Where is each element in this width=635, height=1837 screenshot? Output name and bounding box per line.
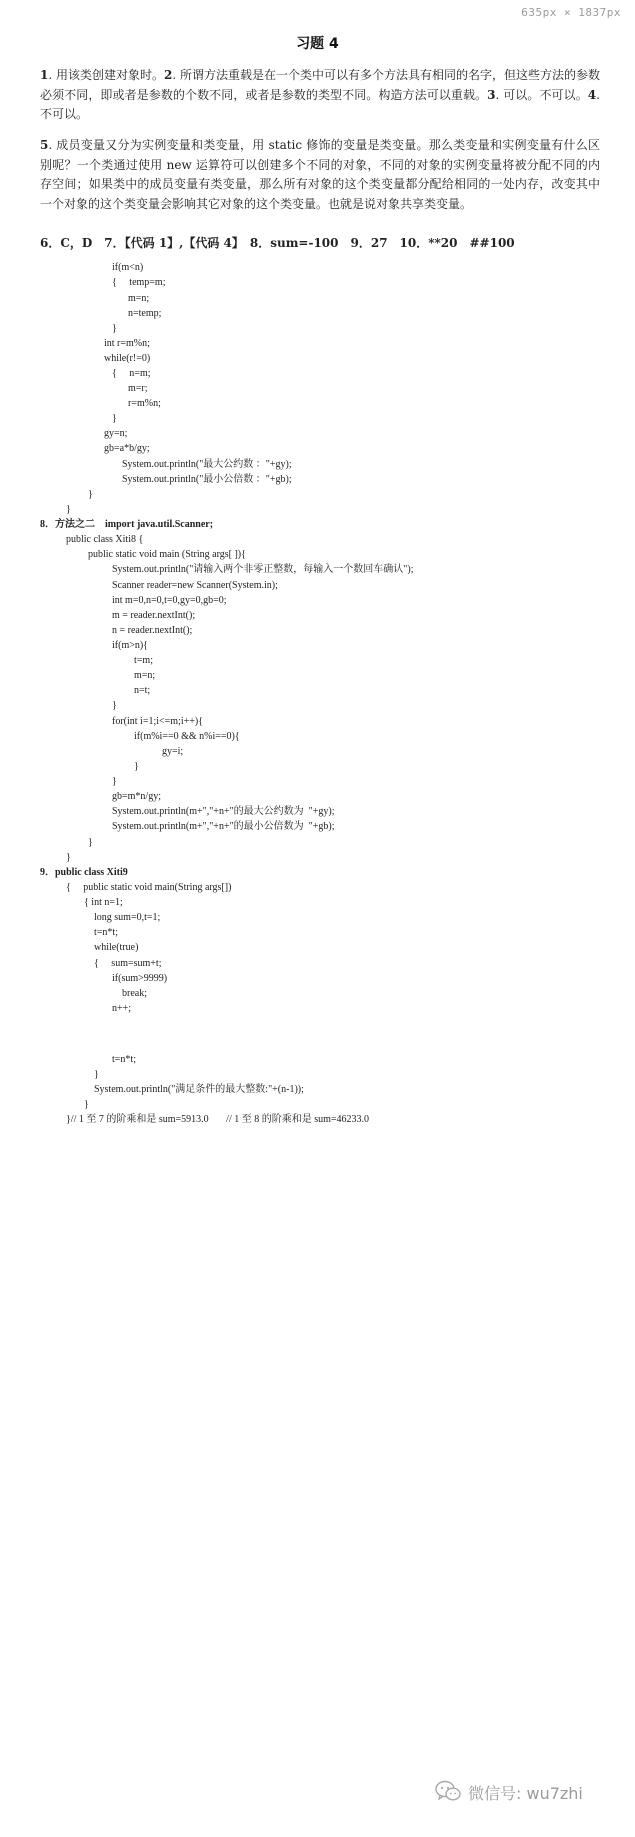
page-title: 习题 4 [296,36,339,52]
answer-number: 3 [487,87,496,102]
code-line: m=r; [128,383,148,394]
code-line: public static void main (String args[ ]){ [88,549,246,560]
code-line: 9．public class Xiti9 [40,867,128,878]
code-line: int r=m%n; [104,338,150,349]
code-line: } [84,1099,89,1110]
code-line: m=n; [134,670,156,681]
answer-4-text: . 不可以。 [40,87,600,121]
code-line: System.out.println(m+","+n+"的最小公倍数为 "+gb); [112,821,335,832]
wechat-watermark [0,1766,635,1837]
code-line: } [134,761,139,772]
code-line: } [94,1069,99,1080]
code-line: } [112,776,117,787]
code-line: if(m%i==0 && n%i==0){ [134,731,240,742]
code-line: } [112,413,117,424]
code-line: n = reader.nextInt(); [112,625,193,636]
code-line: while(true) [94,942,139,953]
code-line: m = reader.nextInt(); [112,610,196,621]
answer-1-text: . 用该类创建对象时。 [48,68,164,82]
code-line: { int n=1; [84,897,123,908]
code-line: Scanner reader=new Scanner(System.in); [112,580,278,591]
code-line: n=temp; [128,308,162,319]
code-line: public class Xiti8 { [66,534,144,545]
answer-number: 4 [587,87,597,102]
image-size-label: 635px × 1837px [521,6,621,19]
code-line: } [112,323,117,334]
answer-2-text: . 所谓方法重载是在一个类中可以有多个方法具有相同的名字，但这些方法的参数必须不同，即或者是参数的个数不同，或者是参数的类型不同。构造方法可以重载。 [40,68,600,102]
code-line: t=n*t; [112,1054,136,1065]
code-line: gy=n; [104,428,128,439]
code-line: t=n*t; [94,927,118,938]
answer-number: 2 [164,68,173,82]
code-line: { temp=m; [112,277,166,288]
answer-5 [40,136,600,214]
code-line: System.out.println("最小公倍数 ："+gb); [122,474,292,485]
code-line: } [66,852,71,863]
code-line: { public static void main(String args[]) [66,882,232,893]
answer-number: 5 [40,138,49,152]
code-line: System.out.println("最大公约数 ："+gy); [122,459,292,470]
code-line: m=n; [128,293,150,304]
code-line: n++; [112,1003,132,1014]
code-line: n=t; [134,685,151,696]
wechat-icon [435,1780,461,1802]
code-line: t=m; [134,655,153,666]
code-line: long sum=0,t=1; [94,912,161,923]
code-line: } [112,700,117,711]
code-line: System.out.println(m+","+n+"的最大公约数为 "+gy); [112,806,335,817]
code-line: gy=i; [162,746,184,757]
code-line: if(sum>9999) [112,973,168,984]
wechat-id-label: 微信号: wu7zhi [468,1784,583,1803]
code-line: System.out.println("满足条件的最大整数:"+(n-1)); [94,1084,304,1095]
answer-5-text: . 成员变量又分为实例变量和类变量，用 static 修饰的变量是类变量。那么类变量和实例变量有什么区别呢？一个类通过使用 new 运算符可以创建多个不同的对象，不同的对象的实例变量将被分配不同的内存空间；如果类中的成员变量有类变量，那么所有对象的这个类变量都分配给相同的一处内存，改变其中一个对象的这个类变量会影响其它对象的这个类变量。也就是说对象共享类变量。 [40,138,600,211]
code-line: break; [122,988,147,999]
answers-6-10: 6．C，D 7．【代码 1】,【代码 4】 8．sum=-100 9．27 10．**20 ##100 [40,236,515,250]
code-line: gb=m*n/gy; [112,791,161,802]
code-line: System.out.println("请输入两个非零正整数，每输入一个数回车确认"); [112,564,414,575]
code-line: for(int i=1;i<=m;i++){ [112,716,204,727]
code-line: while(r!=0) [104,353,151,364]
code-line: } [66,504,71,515]
code-line: } [88,837,93,848]
code-line: }// 1 至 7 的阶乘和是 sum=5913.0 // 1 至 8 的阶乘和是 sum=46233.0 [66,1114,370,1125]
code-line: { n=m; [112,368,151,379]
code-line: gb=a*b/gy; [104,443,150,454]
code-line: } [88,489,93,500]
answer-3-text: . 可以。不可以。 [495,87,588,102]
code-line: if(m<n) [112,262,144,273]
code-line: { sum=sum+t; [94,958,162,969]
code-line: int m=0,n=0,t=0,gy=0,gb=0; [112,595,227,606]
code-line: 8．方法之二 import java.util.Scanner; [40,519,214,530]
code-line: if(m>n){ [112,640,148,651]
answers-1-4 [40,66,600,125]
answer-number: 1 [40,68,49,82]
code-line: r=m%n; [128,398,161,409]
